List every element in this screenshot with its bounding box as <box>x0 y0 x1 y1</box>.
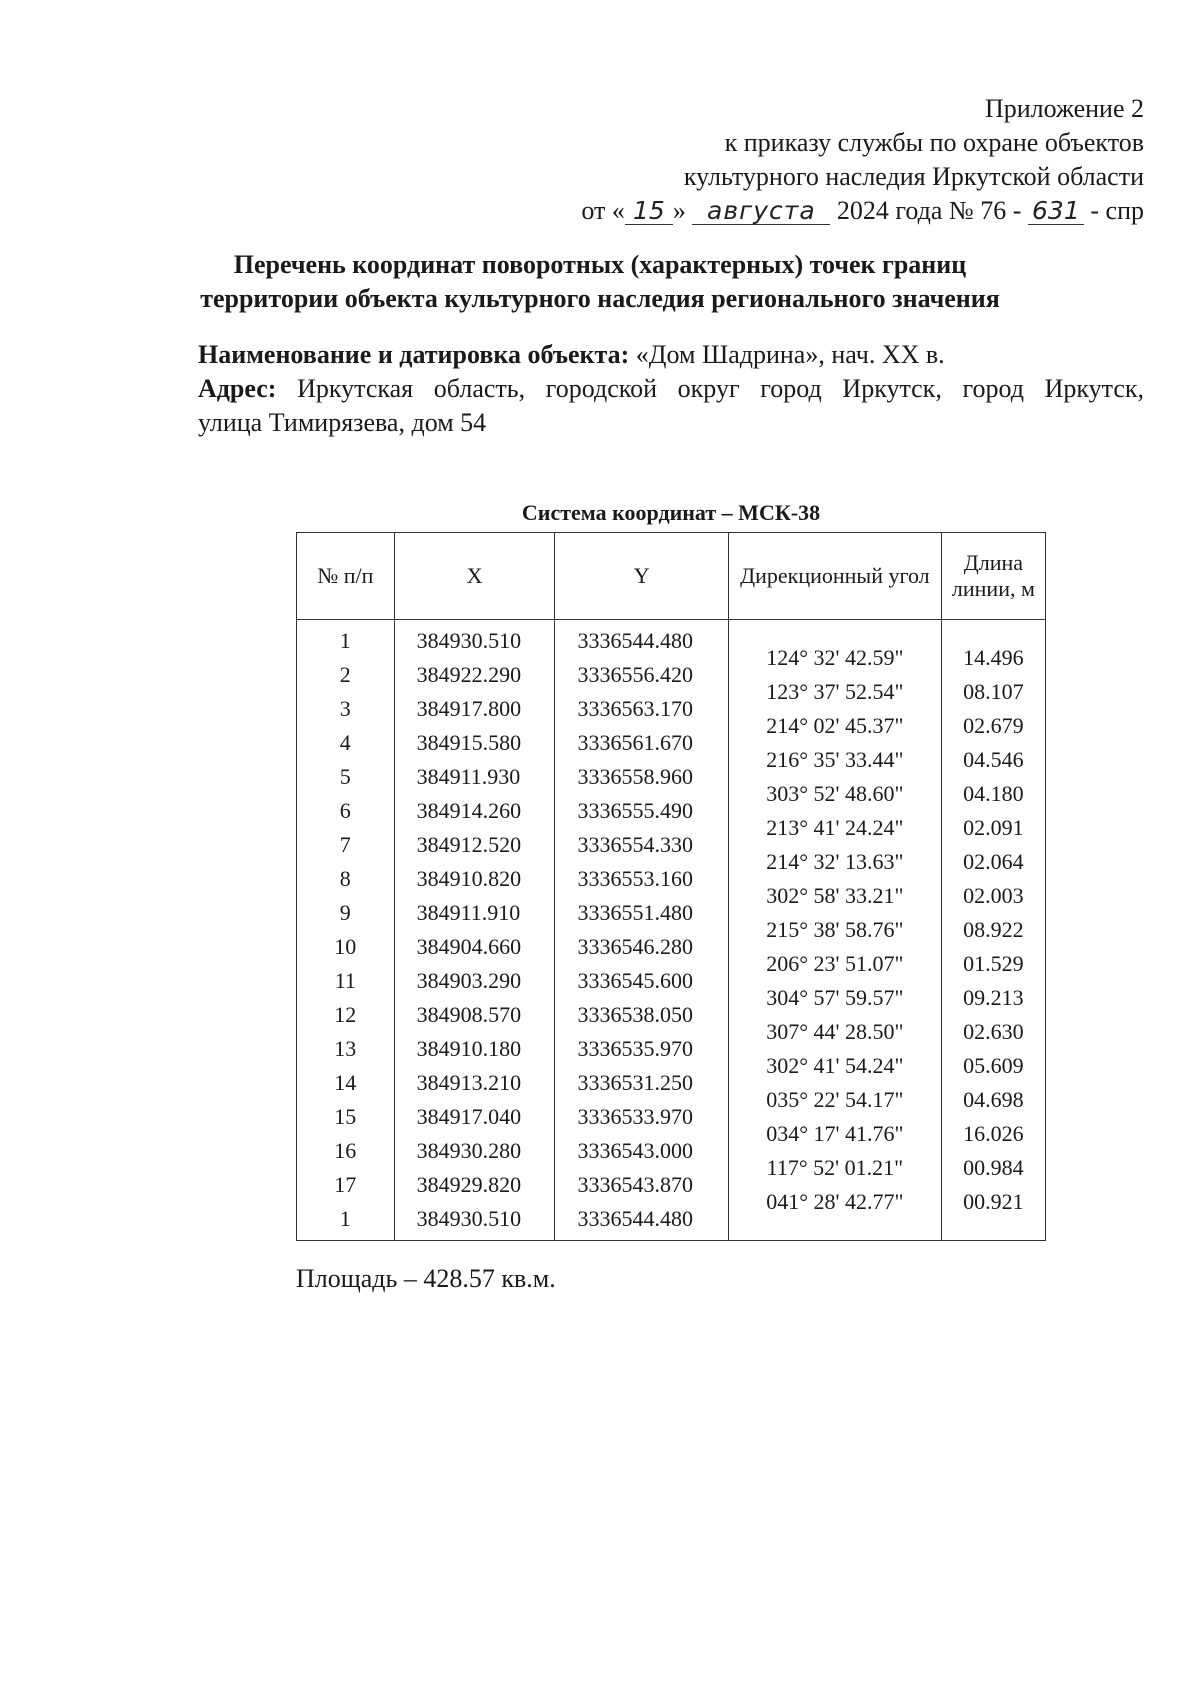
point-number: 11 <box>334 968 356 993</box>
point-y: 3336561.670 <box>577 730 693 755</box>
point-x: 384929.820 <box>416 1172 522 1197</box>
point-number: 6 <box>339 798 351 823</box>
appendix-line-2: к приказу службы по охране объектов <box>724 128 1144 157</box>
title-line-1: Перечень координат поворотных (характерных) точек границ <box>233 250 967 279</box>
point-number: 1 <box>339 1206 351 1231</box>
segment-offset <box>729 624 941 641</box>
table-header-row <box>297 533 1046 620</box>
segment-angle: 123° 37' 52.54" <box>766 679 904 704</box>
segment-angle: 213° 41' 24.24" <box>766 815 904 840</box>
segment-length: 02.003 <box>963 883 1024 908</box>
header-length: Длина линии, м <box>941 533 1045 620</box>
handwritten-month: августа <box>692 198 830 225</box>
point-x: 384910.820 <box>416 866 522 891</box>
point-y: 3336551.480 <box>577 900 693 925</box>
point-x: 384911.910 <box>416 900 521 925</box>
point-x: 384912.520 <box>416 832 522 857</box>
segment-angle: 214° 32' 13.63" <box>766 849 904 874</box>
segment-length: 01.529 <box>963 951 1024 976</box>
x-column <box>394 620 555 1241</box>
point-number: 12 <box>334 1002 357 1027</box>
segment-length: 08.922 <box>963 917 1024 942</box>
point-x: 384922.290 <box>416 662 522 687</box>
order-suffix: - спр <box>1090 196 1144 225</box>
point-x: 384910.180 <box>416 1036 522 1061</box>
segment-angle: 117° 52' 01.21" <box>766 1155 904 1180</box>
appendix-line-1: Приложение 2 <box>984 94 1144 123</box>
segment-length: 02.091 <box>963 815 1024 840</box>
coordinates-table <box>296 532 1046 1241</box>
segment-offset <box>942 624 1045 641</box>
point-number: 17 <box>334 1172 357 1197</box>
point-number: 8 <box>339 866 351 891</box>
date-year-text: 2024 года № 76 - <box>836 196 1022 225</box>
segment-angle: 035° 22' 54.17" <box>766 1087 904 1112</box>
segment-length: 04.180 <box>963 781 1024 806</box>
segment-length: 00.984 <box>963 1155 1024 1180</box>
segment-length: 14.496 <box>963 645 1024 670</box>
handwritten-day: 15 <box>625 198 673 225</box>
segment-length: 05.609 <box>963 1053 1024 1078</box>
object-name-value: «Дом Шадрина», нач. XX в. <box>635 340 945 369</box>
segment-angle: 216° 35' 33.44" <box>766 747 904 772</box>
point-number: 13 <box>334 1036 357 1061</box>
angle-column <box>728 620 941 1241</box>
title-line-2: территории объекта культурного наследия регионального значения <box>200 284 1000 313</box>
date-prefix: от « <box>581 196 625 225</box>
header-x: X <box>394 533 555 620</box>
table-caption: Система координат – МСК-38 <box>521 500 821 525</box>
segment-length: 02.679 <box>963 713 1024 738</box>
area-total: Площадь – 428.57 кв.м. <box>296 1264 556 1293</box>
point-y: 3336563.170 <box>577 696 693 721</box>
segment-angle: 041° 28' 42.77" <box>766 1189 904 1214</box>
length-column <box>941 620 1045 1241</box>
point-number: 3 <box>339 696 351 721</box>
point-y: 3336554.330 <box>577 832 693 857</box>
point-number: 7 <box>339 832 351 857</box>
address-label: Адрес: <box>198 374 277 403</box>
point-y: 3336543.870 <box>577 1172 693 1197</box>
object-name-line <box>198 338 1144 372</box>
segment-length: 16.026 <box>963 1121 1024 1146</box>
point-number: 4 <box>339 730 351 755</box>
point-y: 3336546.280 <box>577 934 693 959</box>
header-y: Y <box>555 533 729 620</box>
segment-angle: 303° 52' 48.60" <box>766 781 904 806</box>
segment-length: 02.064 <box>963 849 1024 874</box>
point-x: 384908.570 <box>416 1002 522 1027</box>
point-y: 3336553.160 <box>577 866 693 891</box>
order-date-line <box>581 194 1144 228</box>
point-x: 384917.040 <box>416 1104 522 1129</box>
point-y: 3336533.970 <box>577 1104 693 1129</box>
segment-angle: 215° 38' 58.76" <box>766 917 904 942</box>
point-y: 3336531.250 <box>577 1070 693 1095</box>
segment-angle: 214° 02' 45.37" <box>766 713 904 738</box>
point-x: 384930.510 <box>416 1206 522 1231</box>
point-x: 384913.210 <box>416 1070 522 1095</box>
point-y: 3336558.960 <box>577 764 693 789</box>
point-y: 3336544.480 <box>577 628 693 653</box>
segment-angle: 124° 32' 42.59" <box>766 645 904 670</box>
y-column <box>555 620 729 1241</box>
point-y: 3336555.490 <box>577 798 693 823</box>
segment-angle: 206° 23' 51.07" <box>766 951 904 976</box>
segment-angle: 302° 41' 54.24" <box>766 1053 904 1078</box>
header-num: № п/п <box>297 533 395 620</box>
address-line-1 <box>198 372 1144 406</box>
segment-angle: 307° 44' 28.50" <box>766 1019 904 1044</box>
handwritten-order-number: 631 <box>1028 198 1084 225</box>
segment-length: 09.213 <box>963 985 1024 1010</box>
table-body-row <box>297 620 1046 1241</box>
point-y: 3336544.480 <box>577 1206 693 1231</box>
point-number: 16 <box>334 1138 357 1163</box>
point-number: 10 <box>334 934 357 959</box>
segment-angle: 304° 57' 59.57" <box>766 985 904 1010</box>
point-x: 384914.260 <box>416 798 522 823</box>
segment-length: 08.107 <box>963 679 1024 704</box>
address-value-1: Иркутская область, городской округ город Иркутск, город Иркутск, <box>297 374 1145 403</box>
segment-length: 00.921 <box>963 1189 1024 1214</box>
point-number: 15 <box>334 1104 357 1129</box>
point-x: 384917.800 <box>416 696 522 721</box>
segment-angle: 034° 17' 41.76" <box>766 1121 904 1146</box>
point-number: 9 <box>339 900 351 925</box>
point-x: 384930.280 <box>416 1138 522 1163</box>
point-number: 14 <box>334 1070 357 1095</box>
document-title <box>0 248 1200 316</box>
num-column <box>297 620 395 1241</box>
point-x: 384911.930 <box>416 764 521 789</box>
point-x: 384930.510 <box>416 628 522 653</box>
segment-length: 02.630 <box>963 1019 1024 1044</box>
address-line-2: улица Тимирязева, дом 54 <box>198 408 487 437</box>
point-y: 3336545.600 <box>577 968 693 993</box>
point-y: 3336556.420 <box>577 662 693 687</box>
point-y: 3336538.050 <box>577 1002 693 1027</box>
point-y: 3336535.970 <box>577 1036 693 1061</box>
object-info <box>198 338 1144 440</box>
point-x: 384903.290 <box>416 968 522 993</box>
point-y: 3336543.000 <box>577 1138 693 1163</box>
point-number: 2 <box>339 662 351 687</box>
point-x: 384904.660 <box>416 934 522 959</box>
header-angle: Дирекционный угол <box>728 533 941 620</box>
appendix-line-3: культурного наследия Иркутской области <box>683 162 1144 191</box>
object-name-label: Наименование и датировка объекта: <box>198 340 630 369</box>
date-mid: » <box>672 196 686 225</box>
point-number: 5 <box>339 764 351 789</box>
segment-length: 04.546 <box>963 747 1024 772</box>
segment-angle: 302° 58' 33.21" <box>766 883 904 908</box>
point-number: 1 <box>339 628 351 653</box>
point-x: 384915.580 <box>416 730 522 755</box>
segment-length: 04.698 <box>963 1087 1024 1112</box>
appendix-header <box>581 92 1144 228</box>
